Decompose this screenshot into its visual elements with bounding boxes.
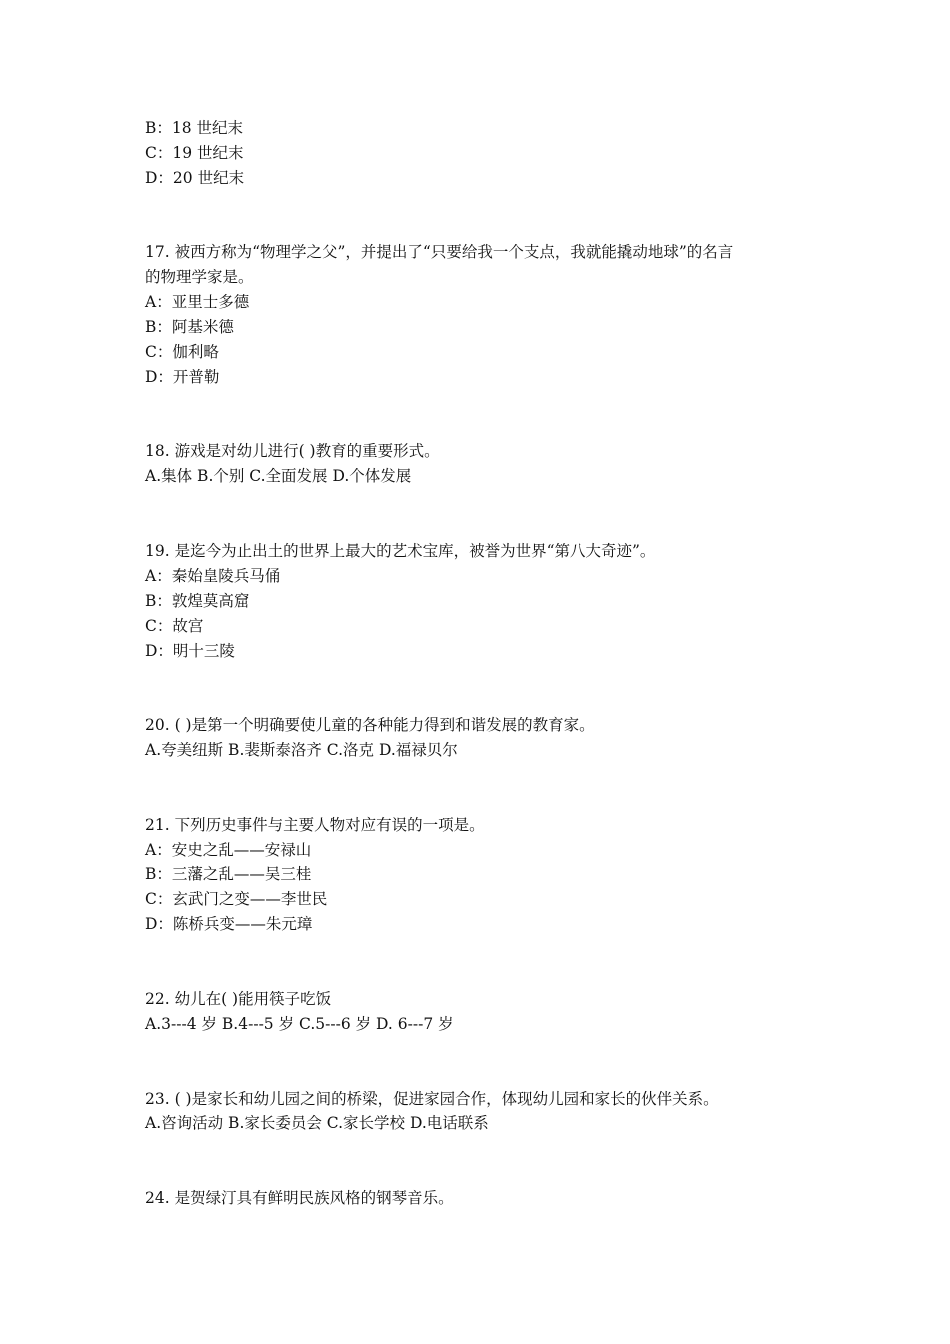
option-line: C：故宫 bbox=[145, 617, 204, 635]
question-text: 22. 幼儿在( )能用筷子吃饭 bbox=[145, 990, 332, 1008]
option-line: A.集体 B.个别 C.全面发展 D.个体发展 bbox=[145, 467, 412, 485]
option-line: A.咨询活动 B.家长委员会 C.家长学校 D.电话联系 bbox=[145, 1114, 489, 1132]
option-line: B：敦煌莫高窟 bbox=[145, 592, 250, 610]
option-line: C：伽利略 bbox=[145, 343, 219, 361]
option-line: B：阿基米德 bbox=[145, 318, 234, 336]
question-text: 23. ( )是家长和幼儿园之间的桥梁，促进家园合作，体现幼儿园和家长的伙伴关系。 bbox=[145, 1090, 719, 1108]
option-line: A：安史之乱——安禄山 bbox=[145, 841, 312, 859]
option-line: A：秦始皇陵兵马俑 bbox=[145, 567, 281, 585]
option-line: A.夸美纽斯 B.裴斯泰洛齐 C.洛克 D.福禄贝尔 bbox=[145, 741, 458, 759]
option-line: A.3---4 岁 B.4---5 岁 C.5---6 岁 D. 6---7 岁 bbox=[145, 1015, 454, 1033]
question-text: 的物理学家是。 bbox=[145, 268, 254, 286]
option-line: B：18 世纪末 bbox=[145, 119, 244, 137]
question-text: 21. 下列历史事件与主要人物对应有误的一项是。 bbox=[145, 816, 485, 834]
option-line: C：玄武门之变——李世民 bbox=[145, 890, 328, 908]
question-text: 20. ( )是第一个明确要使儿童的各种能力得到和谐发展的教育家。 bbox=[145, 716, 595, 734]
question-text: 24. 是贺绿汀具有鲜明民族风格的钢琴音乐。 bbox=[145, 1189, 454, 1207]
option-line: D：开普勒 bbox=[145, 368, 220, 386]
option-line: B：三藩之乱——吴三桂 bbox=[145, 865, 312, 883]
question-text: 17. 被西方称为“物理学之父”，并提出了“只要给我一个支点，我就能撬动地球”的名言 bbox=[145, 243, 734, 261]
option-line: D：明十三陵 bbox=[145, 642, 235, 660]
question-text: 19. 是迄今为止出土的世界上最大的艺术宝库，被誉为世界“第八大奇迹”。 bbox=[145, 542, 656, 560]
option-line: D：陈桥兵变——朱元璋 bbox=[145, 915, 313, 933]
question-text: 18. 游戏是对幼儿进行( )教育的重要形式。 bbox=[145, 442, 440, 460]
option-line: D：20 世纪末 bbox=[145, 169, 245, 187]
option-line: C：19 世纪末 bbox=[145, 144, 244, 162]
option-line: A：亚里士多德 bbox=[145, 293, 250, 311]
